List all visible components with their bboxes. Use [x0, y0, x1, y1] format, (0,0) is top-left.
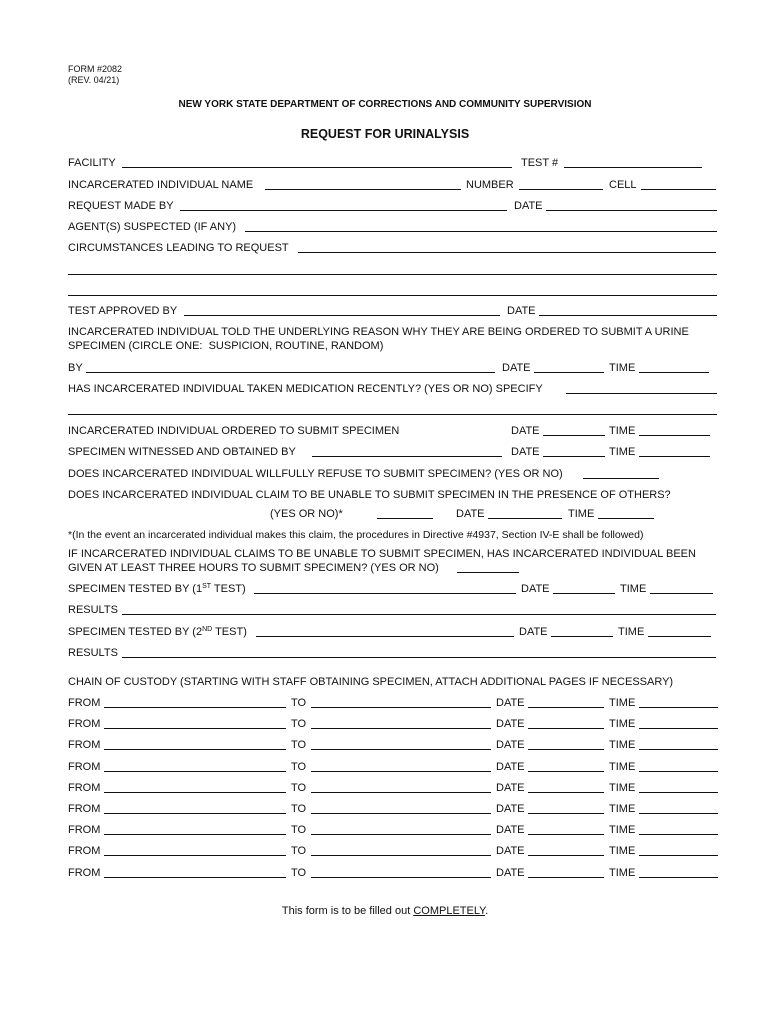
custody-date-label: DATE [496, 845, 525, 857]
custody-to-field[interactable] [311, 771, 491, 772]
test-suffix: TEST) [212, 626, 247, 638]
circumstances-field[interactable] [298, 252, 716, 253]
number-label: NUMBER [466, 179, 514, 191]
by-time-label: TIME [609, 362, 636, 374]
custody-from-label: FROM [68, 867, 101, 879]
custody-from-field[interactable] [104, 834, 286, 835]
custody-from-field[interactable] [104, 771, 286, 772]
custody-time-field[interactable] [639, 749, 718, 750]
custody-to-label: TO [291, 697, 307, 709]
yes-or-no-star-label: (YES OR NO)* [270, 508, 343, 520]
custody-to-label: TO [291, 803, 307, 815]
custody-time-label: TIME [609, 824, 636, 836]
custody-from-label: FROM [68, 761, 101, 773]
facility-label: FACILITY [68, 157, 116, 169]
first-test-time-field[interactable] [650, 593, 713, 594]
custody-to-field[interactable] [311, 792, 491, 793]
cell-field[interactable] [641, 189, 716, 190]
custody-from-field[interactable] [104, 728, 286, 729]
custody-date-field[interactable] [528, 855, 604, 856]
approved-date-field[interactable] [539, 315, 717, 316]
test-number-field[interactable] [564, 167, 702, 168]
custody-time-label: TIME [609, 782, 636, 794]
request-made-by-label: REQUEST MADE BY [68, 200, 174, 212]
ordered-time-field[interactable] [639, 435, 710, 436]
first-results-field[interactable] [122, 614, 716, 615]
claim-time-label: TIME [568, 508, 595, 520]
custody-from-label: FROM [68, 782, 101, 794]
custody-from-label: FROM [68, 739, 101, 751]
form-revision: (REV. 04/21) [68, 75, 120, 85]
custody-to-field[interactable] [311, 728, 491, 729]
incarcerated-name-label: INCARCERATED INDIVIDUAL NAME [68, 179, 254, 191]
custody-to-label: TO [291, 782, 307, 794]
custody-date-label: DATE [496, 739, 525, 751]
claim-unable-field[interactable] [377, 518, 433, 519]
first-results-label: RESULTS [68, 604, 118, 616]
ordinal-1-suffix: ST [202, 583, 212, 590]
refuse-field[interactable] [583, 478, 659, 479]
custody-time-label: TIME [609, 761, 636, 773]
three-hours-question-line-1: IF INCARCERATED INDIVIDUAL CLAIMS TO BE UNABLE TO SUBMIT SPECIMEN, HAS INCARCERATED INDIVIDUAL BEEN [68, 548, 696, 560]
custody-time-label: TIME [609, 803, 636, 815]
custody-to-label: TO [291, 867, 307, 879]
custody-date-label: DATE [496, 824, 525, 836]
custody-to-field[interactable] [311, 877, 491, 878]
custody-time-field[interactable] [639, 728, 718, 729]
medication-line-2[interactable] [68, 414, 717, 415]
witnessed-time-label: TIME [609, 446, 636, 458]
circumstances-label: CIRCUMSTANCES LEADING TO REQUEST [68, 242, 289, 254]
custody-date-field[interactable] [528, 834, 604, 835]
custody-time-field[interactable] [639, 834, 718, 835]
claim-unable-question: DOES INCARCERATED INDIVIDUAL CLAIM TO BE UNABLE TO SUBMIT SPECIMEN IN THE PRESENCE OF OTHERS? [68, 489, 671, 501]
custody-to-field[interactable] [311, 813, 491, 814]
directive-note: *(In the event an incarcerated individual makes this claim, the procedures in Directive #4937, Section IV-E shall be followed) [68, 529, 644, 541]
custody-from-label: FROM [68, 718, 101, 730]
custody-time-field[interactable] [639, 813, 718, 814]
claim-date-label: DATE [456, 508, 485, 520]
custody-to-label: TO [291, 718, 307, 730]
three-hours-question-line-2: GIVEN AT LEAST THREE HOURS TO SUBMIT SPECIMEN? (YES OR NO) [68, 562, 439, 574]
witnessed-field[interactable] [312, 456, 502, 457]
first-test-date-label: DATE [521, 583, 550, 595]
second-test-date-label: DATE [519, 626, 548, 638]
custody-date-label: DATE [496, 761, 525, 773]
custody-from-field[interactable] [104, 707, 286, 708]
custody-date-field[interactable] [528, 877, 604, 878]
second-results-field[interactable] [122, 657, 716, 658]
witnessed-date-label: DATE [511, 446, 540, 458]
custody-date-label: DATE [496, 697, 525, 709]
circumstances-line-3[interactable] [68, 295, 717, 296]
custody-to-field[interactable] [311, 834, 491, 835]
circle-one-text: SPECIMEN (CIRCLE ONE: SUSPICION, ROUTINE, RANDOM) [68, 340, 384, 352]
test-approved-by-label: TEST APPROVED BY [68, 305, 178, 317]
test-number-label: TEST # [521, 157, 559, 169]
facility-field[interactable] [122, 167, 512, 168]
custody-date-label: DATE [496, 867, 525, 879]
three-hours-field[interactable] [457, 572, 519, 573]
custody-time-label: TIME [609, 845, 636, 857]
custody-to-field[interactable] [311, 749, 491, 750]
first-test-label [68, 583, 246, 596]
department-name: NEW YORK STATE DEPARTMENT OF CORRECTIONS AND COMMUNITY SUPERVISION [178, 99, 592, 110]
custody-from-field[interactable] [104, 877, 286, 878]
claim-date-field[interactable] [488, 518, 562, 519]
by-date-label: DATE [502, 362, 531, 374]
custody-from-label: FROM [68, 845, 101, 857]
ordered-date-field[interactable] [543, 435, 605, 436]
tested-by-prefix: SPECIMEN TESTED BY ( [68, 626, 196, 638]
custody-date-label: DATE [496, 782, 525, 794]
custody-date-label: DATE [496, 718, 525, 730]
custody-to-field[interactable] [311, 707, 491, 708]
test-approved-by-field[interactable] [184, 315, 500, 316]
agents-suspected-field[interactable] [245, 231, 717, 232]
agents-suspected-label: AGENT(S) SUSPECTED (IF ANY) [68, 221, 237, 233]
witnessed-date-field[interactable] [543, 456, 605, 457]
second-results-label: RESULTS [68, 647, 118, 659]
told-reason-text: INCARCERATED INDIVIDUAL TOLD THE UNDERLYING REASON WHY THEY ARE BEING ORDERED TO SUBMIT A URINE [68, 326, 689, 338]
custody-to-label: TO [291, 845, 307, 857]
medication-question: HAS INCARCERATED INDIVIDUAL TAKEN MEDICATION RECENTLY? (YES OR NO) SPECIFY [68, 383, 543, 395]
cell-label: CELL [609, 179, 637, 191]
first-test-date-field[interactable] [553, 593, 615, 594]
chain-of-custody-heading: CHAIN OF CUSTODY (STARTING WITH STAFF OBTAINING SPECIMEN, ATTACH ADDITIONAL PAGES IF NECESSARY) [68, 676, 674, 688]
incarcerated-name-field[interactable] [265, 189, 461, 190]
first-test-field[interactable] [254, 593, 516, 594]
custody-date-field[interactable] [528, 707, 604, 708]
custody-time-label: TIME [609, 739, 636, 751]
form-title: REQUEST FOR URINALYSIS [300, 127, 470, 141]
refuse-question: DOES INCARCERATED INDIVIDUAL WILLFULLY REFUSE TO SUBMIT SPECIMEN? (YES OR NO) [68, 468, 563, 480]
custody-to-field[interactable] [311, 855, 491, 856]
custody-from-label: FROM [68, 824, 101, 836]
ordered-time-label: TIME [609, 425, 636, 437]
approved-date-label: DATE [507, 305, 536, 317]
custody-date-field[interactable] [528, 728, 604, 729]
medication-field[interactable] [566, 393, 717, 394]
custody-date-label: DATE [496, 803, 525, 815]
second-test-time-label: TIME [618, 626, 645, 638]
second-test-date-field[interactable] [551, 636, 613, 637]
by-time-field[interactable] [639, 372, 709, 373]
custody-date-field[interactable] [528, 792, 604, 793]
custody-to-label: TO [291, 761, 307, 773]
by-field[interactable] [86, 372, 495, 373]
custody-time-field[interactable] [639, 855, 718, 856]
request-date-label: DATE [514, 200, 543, 212]
ordinal-2-suffix: ND [202, 626, 213, 633]
request-date-field[interactable] [546, 210, 717, 211]
custody-time-field[interactable] [639, 771, 718, 772]
by-label: BY [68, 362, 83, 374]
tested-by-prefix: SPECIMEN TESTED BY ( [68, 583, 196, 595]
witnessed-label: SPECIMEN WITNESSED AND OBTAINED BY [68, 446, 296, 458]
custody-time-label: TIME [609, 697, 636, 709]
footer-emphasis: COMPLETELY [413, 905, 486, 917]
custody-time-field[interactable] [639, 792, 718, 793]
first-test-time-label: TIME [620, 583, 647, 595]
ordered-to-submit-label: INCARCERATED INDIVIDUAL ORDERED TO SUBMIT SPECIMEN [68, 425, 400, 437]
custody-time-field[interactable] [639, 877, 718, 878]
circumstances-line-2[interactable] [68, 274, 717, 275]
form-number: FORM #2082 [68, 64, 123, 74]
custody-from-label: FROM [68, 803, 101, 815]
second-test-time-field[interactable] [648, 636, 711, 637]
custody-to-label: TO [291, 824, 307, 836]
ordered-date-label: DATE [511, 425, 540, 437]
footer-period: . [485, 905, 489, 917]
custody-from-field[interactable] [104, 855, 286, 856]
custody-date-field[interactable] [528, 749, 604, 750]
footer-note [0, 905, 770, 918]
custody-time-label: TIME [609, 718, 636, 730]
custody-from-field[interactable] [104, 749, 286, 750]
by-date-field[interactable] [534, 372, 604, 373]
ordinal-2: 2 [195, 626, 203, 638]
number-field[interactable] [519, 189, 603, 190]
custody-date-field[interactable] [528, 813, 604, 814]
ordinal-1: 1 [195, 583, 203, 595]
second-test-field[interactable] [256, 636, 514, 637]
claim-time-field[interactable] [598, 518, 654, 519]
custody-from-field[interactable] [104, 813, 286, 814]
custody-date-field[interactable] [528, 771, 604, 772]
request-made-by-field[interactable] [180, 210, 507, 211]
custody-from-field[interactable] [104, 792, 286, 793]
custody-time-field[interactable] [639, 707, 718, 708]
custody-from-label: FROM [68, 697, 101, 709]
second-test-label [68, 626, 247, 639]
custody-time-label: TIME [609, 867, 636, 879]
custody-to-label: TO [291, 739, 307, 751]
footer-text: This form is to be filled out [281, 905, 414, 917]
witnessed-time-field[interactable] [639, 456, 710, 457]
test-suffix: TEST) [211, 583, 246, 595]
